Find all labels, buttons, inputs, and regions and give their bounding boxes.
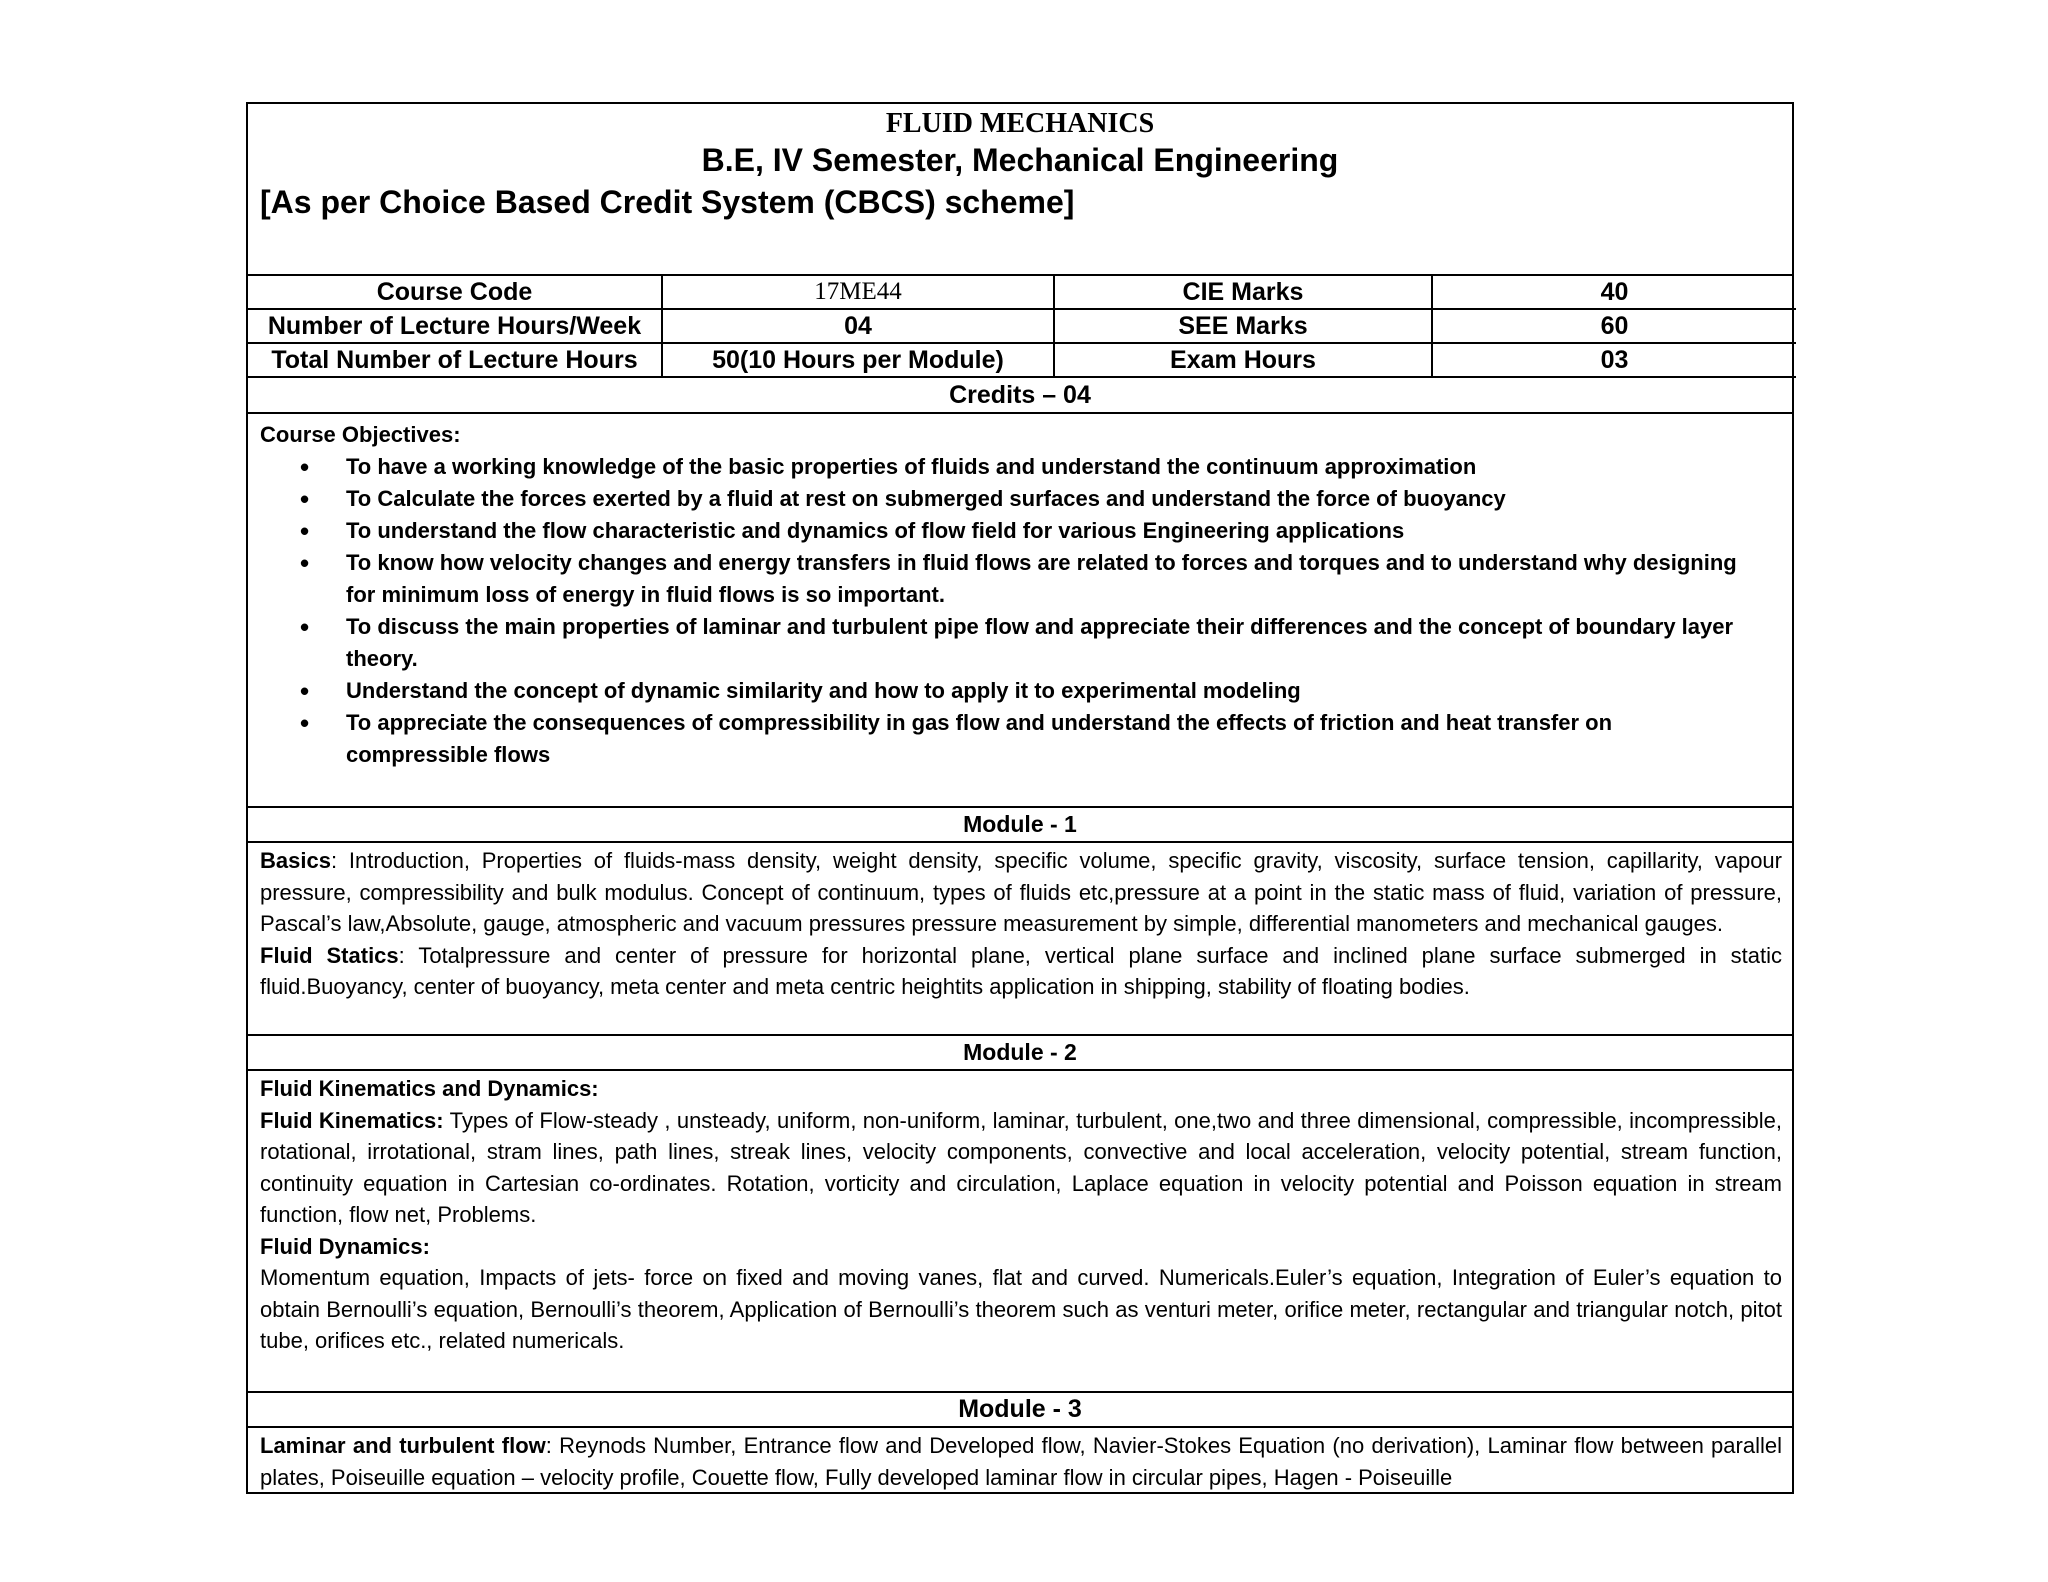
table-row <box>248 309 1796 343</box>
module-1-title: Module - 1 <box>248 808 1792 843</box>
module-2-kinematics <box>260 1105 1782 1231</box>
list-item: • To understand the flow characteristic and dynamics of flow field for various Engineering applications <box>260 515 1782 547</box>
table-cell: SEE Marks <box>1054 309 1432 343</box>
statics-label: Fluid Statics <box>260 942 399 968</box>
module-3-title: Module - 3 <box>248 1393 1792 1428</box>
list-item: • Understand the concept of dynamic similarity and how to apply it to experimental modeling <box>260 675 1782 707</box>
list-item: • To know how velocity changes and energy transfers in fluid flows are related to forces and torques and to understand why designing for minimum loss of energy in fluid flows is so important. <box>260 547 1782 611</box>
table-row <box>248 276 1796 309</box>
laminar-label: Laminar and turbulent flow <box>260 1433 546 1458</box>
list-item: • To discuss the main properties of laminar and turbulent pipe flow and appreciate their differences and the concept of boundary layer theory. <box>260 611 1782 675</box>
table-cell: 60 <box>1432 309 1796 343</box>
kinematics-text: Types of Flow-steady , unsteady, uniform, non-uniform, laminar, turbulent, one,two and three dimensional, compressible, incompressible, rotational, irrotational, stram lines, path lines, streak lines, velocity components, convective and local acceleration, velocity potential, stream function, continuity equation in Cartesian co-ordinates. Rotation, vorticity and circulation, Laplace equation in velocity potential and Poisson equation in stream function, flow net, Problems. <box>260 1107 1783 1227</box>
module-3-body <box>248 1428 1792 1492</box>
credits-row: Credits – 04 <box>248 378 1792 414</box>
table-cell: Course Code <box>248 276 662 309</box>
list-item: • To Calculate the forces exerted by a fluid at rest on submerged surfaces and understand the force of buoyancy <box>260 483 1782 515</box>
statics-text: : Totalpressure and center of pressure for horizontal plane, vertical plane surface and inclined plane surface submerged in static fluid.Buoyancy, center of buoyancy, meta center and meta centric heightits application in shipping, stability of floating bodies. <box>260 942 1783 999</box>
course-objectives <box>248 414 1792 808</box>
table-cell: 17ME44 <box>662 276 1054 309</box>
basics-text: : Introduction, Properties of fluids-mass density, weight density, specific volume, specific gravity, viscosity, surface tension, capillarity, vapour pressure, compressibility and bulk modulus. Concept of continuum, types of fluids etc,pressure at a point in the static mass of fluid, variation of pressure, Pascal’s law,Absolute, gauge, atmospheric and vacuum pressures pressure measurement by simple, differential manometers and mechanical gauges. <box>260 848 1782 936</box>
table-cell: Exam Hours <box>1054 343 1432 377</box>
table-cell: 40 <box>1432 276 1796 309</box>
module-1-basics <box>260 845 1782 940</box>
dynamics-label: Fluid Dynamics: <box>260 1233 430 1259</box>
kinematics-dynamics-heading: Fluid Kinematics and Dynamics: <box>260 1076 599 1101</box>
scheme-line: [As per Choice Based Credit System (CBCS) scheme] <box>260 184 1075 220</box>
list-item: • To have a working knowledge of the basic properties of fluids and understand the continuum approximation <box>260 451 1782 483</box>
kinematics-label: Fluid Kinematics: <box>260 1107 444 1133</box>
list-item: • To appreciate the consequences of compressibility in gas flow and understand the effects of friction and heat transfer on compressible flows <box>260 707 1782 771</box>
module-2-dynamics: Momentum equation, Impacts of jets- force on fixed and moving vanes, flat and curved. Numericals.Euler’s equation, Integration of Euler’s equation to obtain Bernoulli’s equation, Bernoulli’s theorem, Application of Bernoulli’s theorem such as venturi meter, orifice meter, rectangular and triangular notch, pitot tube, orifices etc., related numericals. <box>260 1265 1782 1353</box>
module-2-body <box>248 1071 1792 1393</box>
table-cell: CIE Marks <box>1054 276 1432 309</box>
table-cell: Total Number of Lecture Hours <box>248 343 662 377</box>
basics-label: Basics <box>260 848 331 873</box>
table-cell: 04 <box>662 309 1054 343</box>
module-1-body <box>248 843 1792 1036</box>
module-1-statics <box>260 940 1782 1003</box>
course-title: FLUID MECHANICS <box>885 108 1155 139</box>
module-2-heading <box>260 1073 1782 1105</box>
syllabus-sheet <box>246 102 1794 1494</box>
table-cell: Number of Lecture Hours/Week <box>248 309 662 343</box>
table-row <box>248 343 1796 377</box>
objectives-list <box>260 451 1782 771</box>
module-2-dynamics-heading <box>260 1231 1782 1263</box>
module-3-laminar <box>260 1430 1782 1493</box>
course-subtitle: B.E, IV Semester, Mechanical Engineering <box>701 142 1339 178</box>
module-2-title: Module - 2 <box>248 1036 1792 1071</box>
course-info-table <box>248 276 1796 378</box>
laminar-text: : Reynods Number, Entrance flow and Developed flow, Navier-Stokes Equation (no derivation), Laminar flow between parallel plates, Poiseuille equation – velocity profile, Couette flow, Fully developed laminar flow in circular pipes, Hagen - Poiseuille <box>260 1433 1782 1490</box>
syllabus-header <box>248 104 1792 276</box>
objectives-heading: Course Objectives: <box>260 422 461 447</box>
table-cell: 50(10 Hours per Module) <box>662 343 1054 377</box>
table-cell: 03 <box>1432 343 1796 377</box>
